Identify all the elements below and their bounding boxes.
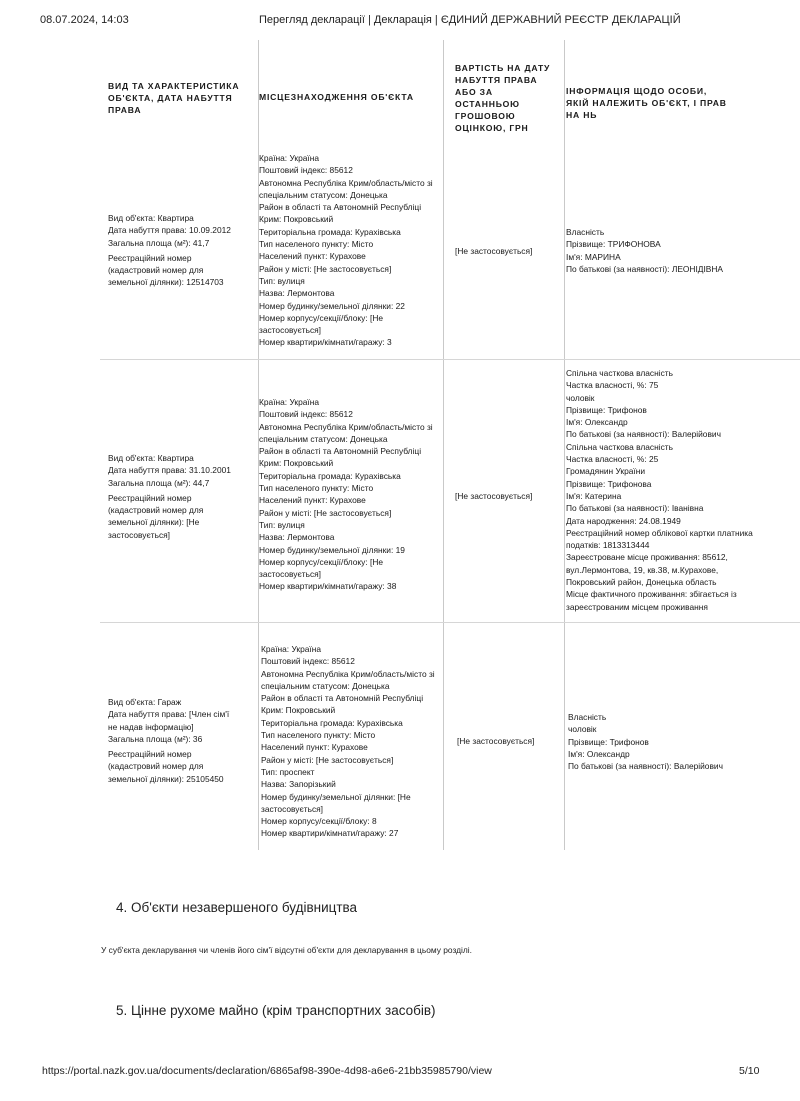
text-line: Назва: Лермонтова — [259, 532, 335, 543]
text-line: Крим: Покровський — [259, 214, 334, 225]
text-line: земельної ділянки): [Не — [108, 517, 200, 528]
text-line: Поштовий індекс: 85612 — [261, 656, 355, 667]
text-line: застосовується] — [259, 325, 321, 336]
text-line: Ім'я: Олександр — [566, 417, 628, 428]
text-line: Покровський район, Донецька область — [566, 577, 717, 588]
page-url: https://portal.nazk.gov.ua/documents/declaration/6865af98-390e-4d98-a6e6-21bb35985790/view — [42, 1065, 492, 1077]
text-line: Частка власності, %: 25 — [566, 454, 659, 465]
text-line: Вид об'єкта: Квартира — [108, 213, 194, 223]
text-line: чоловік — [566, 392, 595, 403]
text-line: Тип: вулиця — [259, 275, 305, 286]
text-line: Дата народження: 24.08.1949 — [566, 515, 681, 526]
text-line: Номер квартири/кімнати/гаражу: 38 — [259, 581, 397, 592]
text-line: Поштовий індекс: 85612 — [259, 165, 353, 176]
text-line: Тип: проспект — [261, 766, 315, 777]
text-line: Номер будинку/земельної ділянки: 19 — [259, 544, 405, 555]
text-line: Територіальна громада: Курахівська — [261, 717, 403, 728]
text-line: Країна: Україна — [261, 644, 321, 654]
text-line: Тип населеного пункту: Місто — [261, 730, 376, 741]
text-line: Район в області та Автономній Республіці — [259, 446, 422, 457]
text-line: Тип населеного пункту: Місто — [259, 239, 374, 250]
section-5-title: 5. Цінне рухоме майно (крім транспортних засобів) — [116, 1003, 436, 1018]
text-line: Зареєстроване місце проживання: 85612, — [566, 552, 728, 563]
row2-location — [259, 396, 433, 593]
text-line: Вид об'єкта: Гараж — [108, 697, 182, 707]
text-line: Загальна площа (м²): 36 — [108, 733, 203, 744]
text-line: Назва: Запорізький — [261, 779, 336, 790]
text-line: Дата набуття права: [Член сім'ї — [108, 709, 230, 720]
row-divider — [100, 622, 800, 623]
text-line: (кадастровий номер для — [108, 505, 204, 516]
column-divider — [564, 40, 565, 850]
text-line: (кадастровий номер для — [108, 265, 204, 276]
text-line: застосовується] — [261, 803, 323, 814]
text-line: Район в області та Автономній Республіці — [261, 693, 424, 704]
text-line: Крим: Покровський — [259, 458, 334, 469]
text-line: Громадянин України — [566, 466, 646, 477]
text-line: По батькові (за наявності): Валерійович — [566, 429, 721, 440]
text-line: застосовується] — [259, 569, 321, 580]
text-line: Ім'я: Олександр — [568, 748, 630, 759]
text-line: Район у місті: [Не застосовується] — [259, 263, 392, 274]
text-line: не надав інформацію] — [108, 721, 194, 732]
text-line: Прізвище: ТРИФОНОВА — [566, 239, 661, 250]
row-divider — [100, 359, 800, 360]
text-line: Номер корпусу/секції/блоку: [Не — [259, 556, 384, 567]
row1-object-type — [108, 212, 231, 289]
text-line: Номер квартири/кімнати/гаражу: 3 — [259, 337, 392, 348]
text-line: Населений пункт: Курахове — [259, 251, 366, 262]
text-line: Реєстраційний номер облікової картки платника — [566, 527, 753, 538]
text-line: Місце фактичного проживання: збігається із — [566, 589, 737, 600]
text-line: Номер корпусу/секції/блоку: [Не — [259, 312, 384, 323]
text-line: Загальна площа (м²): 44,7 — [108, 477, 210, 488]
text-line: земельної ділянки): 25105450 — [108, 773, 224, 784]
column-divider — [443, 40, 444, 850]
text-line: Дата набуття права: 10.09.2012 — [108, 225, 231, 236]
text-line: Дата набуття права: 31.10.2001 — [108, 465, 231, 476]
text-line: застосовується] — [108, 529, 170, 540]
text-line: Вид об'єкта: Квартира — [108, 453, 194, 463]
header-owner-info: ІНФОРМАЦІЯ ЩОДО ОСОБИ, ЯКІЙ НАЛЕЖИТЬ ОБ'ЄКТ, І ПРАВ НА НЬ — [566, 86, 727, 120]
row3-owner — [568, 711, 730, 772]
text-line: По батькові (за наявності): Валерійович — [568, 761, 723, 772]
text-line: Прізвище: Трифонов — [566, 404, 647, 415]
row3-object-type — [108, 696, 229, 785]
text-line: Тип населеного пункту: Місто — [259, 483, 374, 494]
text-line: Загальна площа (м²): 41,7 — [108, 237, 210, 248]
text-line: Тип: вулиця — [259, 519, 305, 530]
text-line: Ім'я: МАРИНА — [566, 251, 621, 262]
text-line: Район у місті: [Не застосовується] — [259, 507, 392, 518]
text-line: Власність — [566, 227, 605, 237]
print-datetime: 08.07.2024, 14:03 — [40, 14, 129, 26]
text-line: Територіальна громада: Курахівська — [259, 226, 401, 237]
row3-location — [261, 643, 435, 840]
text-line: зареєстрованим місцем проживання — [566, 601, 708, 612]
text-line: Територіальна громада: Курахівська — [259, 470, 401, 481]
text-line: вул.Лермонтова, 19, кв.38, м.Курахове, — [566, 564, 719, 575]
header-value: ВАРТІСТЬ НА ДАТУ НАБУТТЯ ПРАВА АБО ЗА ОСТАННЬОЮ ГРОШОВОЮ ОЦІНКОЮ, ГРН — [455, 63, 551, 133]
text-line: Назва: Лермонтова — [259, 288, 335, 299]
page-title: Перегляд декларації | Декларація | ЄДИНИЙ ДЕРЖАВНИЙ РЕЄСТР ДЕКЛАРАЦІЙ — [259, 14, 681, 26]
row2-owner — [566, 367, 753, 613]
row3-value: [Не застосовується] — [457, 736, 535, 746]
text-line: Країна: Україна — [259, 153, 319, 163]
header-location: МІСЦЕЗНАХОДЖЕННЯ ОБ'ЄКТА — [259, 92, 414, 102]
text-line: чоловік — [568, 724, 597, 735]
text-line: По батькові (за наявності): Іванівна — [566, 503, 704, 514]
text-line: спеціальним статусом: Донецька — [261, 680, 390, 691]
row1-owner — [566, 226, 728, 275]
text-line: Населений пункт: Курахове — [259, 495, 366, 506]
text-line: Район у місті: [Не застосовується] — [261, 754, 394, 765]
text-line: спеціальним статусом: Донецька — [259, 433, 388, 444]
row2-value: [Не застосовується] — [455, 491, 533, 501]
text-line: Власність — [568, 712, 607, 722]
text-line: (кадастровий номер для — [108, 761, 204, 772]
text-line: Крим: Покровський — [261, 705, 336, 716]
text-line: Спільна часткова власність — [566, 441, 673, 452]
text-line: спеціальним статусом: Донецька — [259, 189, 388, 200]
text-line: земельної ділянки): 12514703 — [108, 277, 224, 288]
text-line: Прізвище: Трифонов — [568, 736, 649, 747]
text-line: Спільна часткова власність — [566, 368, 673, 378]
row1-location — [259, 152, 433, 349]
row1-value: [Не застосовується] — [455, 246, 533, 256]
text-line: Реєстраційний номер — [108, 492, 192, 503]
text-line: Номер будинку/земельної ділянки: [Не — [261, 791, 411, 802]
text-line: Країна: Україна — [259, 397, 319, 407]
text-line: Ім'я: Катерина — [566, 490, 622, 501]
text-line: податків: 1813313444 — [566, 540, 650, 551]
text-line: По батькові (за наявності): ЛЕОНІДІВНА — [566, 263, 724, 274]
text-line: Автономна Республіка Крим/область/місто зі — [261, 668, 435, 679]
text-line: Реєстраційний номер — [108, 749, 192, 760]
text-line: Реєстраційний номер — [108, 252, 192, 263]
page-number: 5/10 — [739, 1065, 760, 1077]
text-line: Автономна Республіка Крим/область/місто зі — [259, 421, 433, 432]
text-line: Поштовий індекс: 85612 — [259, 409, 353, 420]
text-line: Район в області та Автономній Республіці — [259, 202, 422, 213]
header-object-type: ВИД ТА ХАРАКТЕРИСТИКА ОБ'ЄКТА, ДАТА НАБУТТЯ ПРАВА — [108, 81, 240, 115]
text-line: Частка власності, %: 75 — [566, 380, 659, 391]
text-line: Номер квартири/кімнати/гаражу: 27 — [261, 828, 399, 839]
text-line: Прізвище: Трифонова — [566, 478, 652, 489]
text-line: Населений пункт: Курахове — [261, 742, 368, 753]
text-line: Автономна Республіка Крим/область/місто зі — [259, 177, 433, 188]
section-4-title: 4. Об'єкти незавершеного будівництва — [116, 900, 358, 915]
row2-object-type — [108, 452, 231, 541]
text-line: Номер будинку/земельної ділянки: 22 — [259, 300, 405, 311]
text-line: Номер корпусу/секції/блоку: 8 — [261, 816, 377, 827]
section-4-empty-note: У суб'єкта декларування чи членів його сім'ї відсутні об'єкти для декларування в цьому розділі. — [101, 945, 472, 955]
